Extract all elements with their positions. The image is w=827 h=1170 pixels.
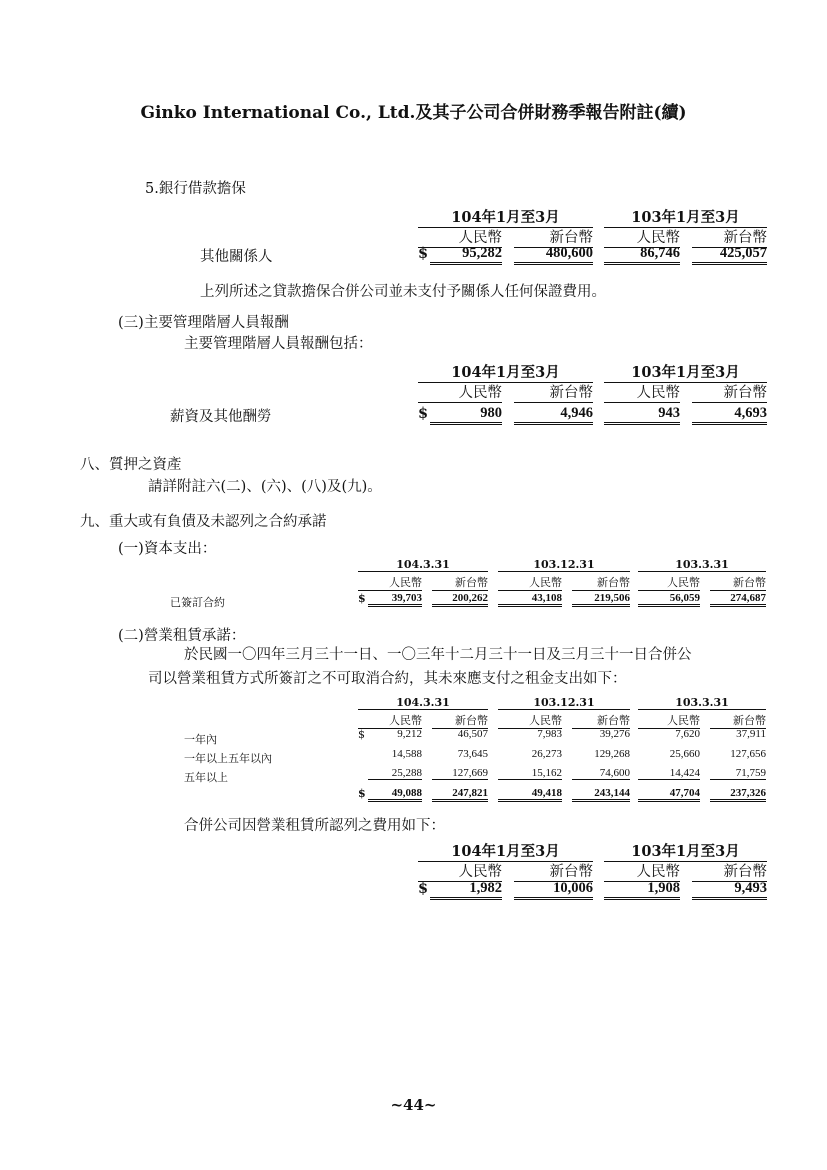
lease-desc-line-1: 於民國一〇四年三月三十一日、一〇三年十二月三十一日及三月三十一日合併公 [184,647,692,663]
lease-cell: 9,212 [397,728,422,740]
capex-cur-twd-1: 新台幣 [432,574,488,591]
expense-currency-twd-2: 新台幣 [692,860,767,882]
expense-period-1: 104年1月至3月 [418,840,593,862]
page-number: ~44~ [390,1096,437,1114]
capex-heading: (一)資本支出： [118,541,217,557]
capex-value-2: 200,262 [432,592,488,607]
capex-value-3: 43,108 [498,592,562,607]
sec3-currency-twd-2: 新台幣 [692,381,767,403]
capex-cur-twd-2: 新台幣 [572,574,630,591]
lease-cell: 14,588 [391,748,422,760]
sec5-currency-rmb-1: 人民幣 [418,226,502,248]
lease-cell: 127,656 [730,748,766,760]
sec8-heading: 八、質押之資產 [80,457,182,473]
sec3-currency-rmb-1: 人民幣 [418,381,502,403]
capex-date-3: 103.3.31 [638,558,766,572]
lease-cell: 26,273 [531,748,562,760]
lease-cur-twd-3: 新台幣 [710,712,766,729]
capex-cur-rmb-3: 人民幣 [638,574,700,591]
lease-cell: 127,669 [432,767,488,780]
expense-currency-rmb-2: 人民幣 [604,860,680,882]
sec5-dollar-sign: $ [418,245,429,262]
sec5-currency-twd-1: 新台幣 [514,226,593,248]
lease-total-cell: 243,144 [572,787,630,802]
lease-total-cell: 47,704 [638,787,700,802]
lease-cell: 25,288 [368,767,422,780]
lease-cell: 74,600 [572,767,630,780]
lease-cell: 15,162 [498,767,562,780]
lease-cur-rmb-2: 人民幣 [498,712,562,729]
lease-cell: 46,507 [457,728,488,740]
sec3-value-twd-103: 4,693 [692,405,767,425]
lease-cell: 129,268 [594,748,630,760]
capex-date-2: 103.12.31 [498,558,630,572]
lease-row-label: 一年以上五年以內 [184,752,272,765]
expense-value-rmb-104: 1,982 [430,880,502,900]
capex-value-1: 39,703 [368,592,422,607]
sec5-currency-rmb-2: 人民幣 [604,226,680,248]
capex-cur-rmb-1: 人民幣 [358,574,422,591]
capex-value-6: 274,687 [710,592,766,607]
sec5-value-rmb-104: 95,282 [430,245,502,265]
sec3-heading: (三)主要管理階層人員報酬 [118,315,289,331]
lease-cell: 14,424 [638,767,700,780]
sec8-text: 請詳附註六(二)、(六)、(八)及(九)。 [148,479,382,495]
lease-heading: (二)營業租賃承諾： [118,628,246,644]
sec9-heading: 九、重大或有負債及未認列之合約承諾 [80,514,327,530]
capex-dollar-sign: $ [358,592,366,605]
lease-row-label: 一年內 [184,733,217,746]
lease-cell: 37,911 [736,728,766,740]
sec3-row-label: 薪資及其他酬勞 [170,409,272,425]
sec3-intro: 主要管理階層人員報酬包括： [184,336,373,352]
sec5-row-label: 其他關係人 [200,249,273,265]
lease-cur-rmb-1: 人民幣 [358,712,422,729]
lease-cell: 7,983 [537,728,562,740]
sec5-value-twd-103: 425,057 [692,245,767,265]
lease-total-cell: 49,418 [498,787,562,802]
capex-cur-rmb-2: 人民幣 [498,574,562,591]
lease-total-cell: 237,326 [710,787,766,802]
expense-period-2: 103年1月至3月 [604,840,767,862]
sec3-period-2: 103年1月至3月 [604,361,767,383]
sec3-value-rmb-103: 943 [604,405,680,425]
lease-cell: 39,276 [599,728,630,740]
expense-value-twd-103: 9,493 [692,880,767,900]
capex-value-5: 56,059 [638,592,700,607]
sec3-dollar-sign: $ [418,405,429,422]
lease-date-2: 103.12.31 [498,696,630,710]
lease-total-cell: 247,821 [432,787,488,802]
expense-intro: 合併公司因營業租賃所認列之費用如下： [184,818,445,834]
lease-cur-rmb-3: 人民幣 [638,712,700,729]
lease-cell: 7,620 [675,728,700,740]
capex-cur-twd-3: 新台幣 [710,574,766,591]
capex-row-label: 已簽訂合約 [170,596,225,609]
sec3-currency-twd-1: 新台幣 [514,381,593,403]
sec5-value-twd-104: 480,600 [514,245,593,265]
sec5-value-rmb-103: 86,746 [604,245,680,265]
sec5-period-2: 103年1月至3月 [604,206,767,228]
expense-value-rmb-103: 1,908 [604,880,680,900]
expense-currency-rmb-1: 人民幣 [418,860,502,882]
sec5-currency-twd-2: 新台幣 [692,226,767,248]
page-title: Ginko International Co., Ltd.及其子公司合併財務季報告附註(續) [140,103,687,123]
lease-cur-twd-2: 新台幣 [572,712,630,729]
sec5-note: 上列所述之貸款擔保合併公司並未支付予關係人任何保證費用。 [200,284,606,300]
capex-value-4: 219,506 [572,592,630,607]
lease-cell: 73,645 [457,748,488,760]
section-5-heading: 5.銀行借款擔保 [145,181,246,197]
lease-cur-twd-1: 新台幣 [432,712,488,729]
sec3-value-rmb-104: 980 [430,405,502,425]
expense-dollar-sign: $ [418,880,429,897]
lease-desc-line-2: 司以營業租賃方式所簽訂之不可取消合約，其未來應支付之租金支出如下： [148,671,627,687]
sec3-period-1: 104年1月至3月 [418,361,593,383]
sec3-value-twd-104: 4,946 [514,405,593,425]
sec5-period-1: 104年1月至3月 [418,206,593,228]
sec3-currency-rmb-2: 人民幣 [604,381,680,403]
capex-date-1: 104.3.31 [358,558,488,572]
expense-value-twd-104: 10,006 [514,880,593,900]
lease-dollar-sign: $ [358,728,365,741]
lease-cell: 71,759 [710,767,766,780]
lease-date-3: 103.3.31 [638,696,766,710]
lease-row-label: 五年以上 [184,771,228,784]
lease-date-1: 104.3.31 [358,696,488,710]
lease-total-cell: 49,088 [368,787,422,802]
lease-cell: 25,660 [669,748,700,760]
expense-currency-twd-1: 新台幣 [514,860,593,882]
lease-total-dollar-sign: $ [358,787,366,800]
